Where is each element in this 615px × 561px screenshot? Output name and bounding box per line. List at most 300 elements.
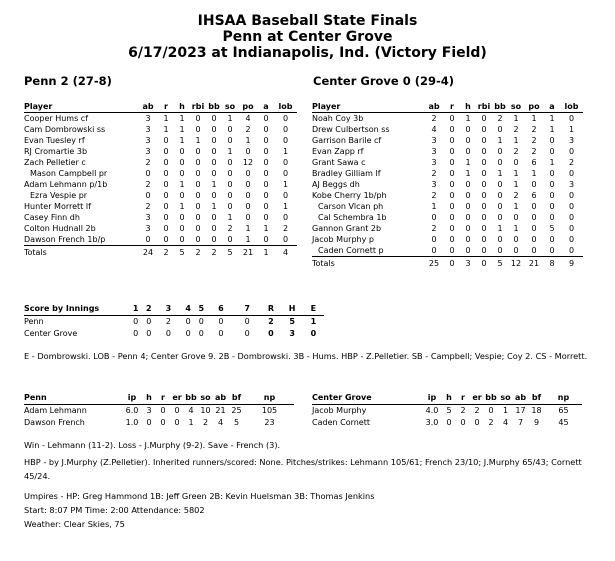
stat-cell: 0: [449, 180, 455, 189]
inning-label: 2: [142, 303, 155, 316]
inning-label: 6: [208, 303, 234, 316]
stat-cell: 0: [560, 245, 583, 257]
player-name: Noah Coy 3b: [312, 114, 364, 123]
stat-cell: 3: [431, 147, 437, 156]
totals-cell: 5: [179, 248, 185, 257]
pitching-column-header-h: h: [442, 392, 456, 405]
stat-cell: 0: [513, 158, 519, 167]
stat-cell: 0: [227, 158, 233, 167]
inning-score: 0: [146, 329, 152, 338]
totals-cell: 3: [465, 259, 471, 268]
pitching-stat-cell: 0: [460, 418, 466, 427]
stat-cell: 0: [449, 169, 455, 178]
stat-cell: 1: [465, 169, 471, 178]
stat-cell: 0: [145, 191, 151, 200]
pitching-column-header-bf: bf: [528, 392, 545, 405]
stat-cell: 6: [531, 191, 537, 200]
pitching-column-header-so: so: [198, 392, 213, 405]
stat-column-header-r: r: [158, 101, 174, 113]
stat-cell: 0: [227, 191, 233, 200]
game-date-place: 6/17/2023 at Indianapolis, Ind. (Victory Field): [128, 45, 487, 61]
stat-cell: 1: [195, 136, 201, 145]
stat-cell: 0: [568, 191, 575, 200]
pitching-stat-cell: 4: [502, 418, 509, 427]
stat-cell: 0: [549, 136, 555, 145]
pitching-team-header: Penn: [24, 392, 122, 405]
pitching-column-header-h: h: [142, 392, 156, 405]
stat-cell: 0: [227, 180, 233, 189]
totals-cell: 25: [428, 259, 440, 268]
pitching-column-header-ip: ip: [422, 392, 442, 405]
player-row: [24, 190, 297, 201]
stat-column-header-h: h: [460, 101, 476, 113]
stat-cell: 2: [282, 224, 289, 233]
stat-cell: 0: [449, 136, 455, 145]
stat-cell: 0: [465, 125, 471, 134]
stat-cell: 0: [481, 235, 487, 244]
stat-cell: 0: [206, 234, 222, 246]
player-name: Caden Cornett p: [312, 245, 424, 257]
stat-cell: 0: [424, 245, 444, 257]
rhe-value: 5: [289, 317, 295, 326]
stat-column-header-po: po: [238, 101, 258, 113]
totals-cell: 2: [163, 248, 169, 257]
pitching-column-header-ip: ip: [122, 392, 142, 405]
stat-column-header-ab: ab: [424, 101, 444, 113]
stat-cell: 1: [211, 180, 217, 189]
pitching-stat-cell: 3.0: [425, 418, 439, 427]
stat-cell: 0: [138, 234, 158, 246]
stat-cell: 1: [549, 114, 555, 123]
stat-cell: 0: [481, 147, 487, 156]
stat-cell: 5: [549, 224, 555, 233]
rhe-label: H: [282, 303, 303, 316]
stat-cell: 0: [449, 224, 455, 233]
stat-cell: 0: [195, 125, 201, 134]
stat-cell: 1: [513, 169, 519, 178]
stat-cell: 1: [282, 202, 289, 211]
stat-cell: 1: [179, 202, 185, 211]
player-row: [24, 179, 297, 190]
stat-cell: 0: [449, 158, 455, 167]
pitching-stat-cell: 3: [146, 406, 152, 415]
inning-score: 0: [244, 317, 250, 326]
stat-cell: 0: [179, 147, 185, 156]
player-row: [312, 157, 583, 168]
pitching-stat-cell: 2: [460, 406, 466, 415]
pitching-stat-cell: 23: [264, 418, 275, 427]
stat-cell: 0: [282, 125, 289, 134]
stat-cell: 0: [195, 213, 201, 222]
player-row: [312, 146, 583, 157]
pitching-stat-cell: 2: [488, 418, 494, 427]
stat-cell: 1: [549, 125, 555, 134]
player-row: [312, 201, 583, 212]
stat-cell: 1: [497, 169, 503, 178]
stat-column-header-po: po: [524, 101, 544, 113]
stat-cell: 0: [163, 158, 169, 167]
pitching-stat-cell: 1.0: [125, 418, 139, 427]
totals-cell: 24: [142, 248, 154, 257]
player-name: Mason Campbell pr: [30, 169, 108, 178]
stat-cell: 1: [282, 147, 289, 156]
totals-cell: 0: [481, 259, 487, 268]
stat-cell: 0: [211, 114, 217, 123]
stat-cell: 0: [163, 191, 169, 200]
inning-score: 0: [198, 317, 204, 326]
player-name: Adam Lehmann p/1b: [24, 180, 108, 189]
player-row: [312, 223, 583, 234]
stat-cell: 2: [431, 114, 437, 123]
stat-cell: 1: [531, 169, 537, 178]
stat-cell: 0: [227, 169, 233, 178]
player-name: Kobe Cherry 1b/ph: [312, 191, 387, 200]
stat-cell: 0: [481, 202, 487, 211]
stat-cell: 0: [465, 136, 471, 145]
stat-cell: 3: [145, 147, 151, 156]
stat-cell: 1: [179, 180, 185, 189]
stat-cell: 0: [158, 234, 174, 246]
pitching-column-header-er: er: [470, 392, 484, 405]
stat-cell: 1: [263, 224, 269, 233]
innings-row: [24, 328, 324, 340]
pitching-stat-cell: 0: [474, 418, 480, 427]
inning-score: 0: [146, 317, 152, 326]
stat-cell: 0: [179, 158, 185, 167]
totals-cell: 5: [497, 259, 503, 268]
inning-score: 0: [165, 329, 171, 338]
stat-column-header-h: h: [174, 101, 190, 113]
stat-column-header-bb: bb: [492, 101, 508, 113]
stat-cell: 0: [263, 213, 269, 222]
stat-cell: 0: [481, 191, 487, 200]
stat-cell: 2: [568, 158, 575, 167]
stat-cell: 0: [449, 125, 455, 134]
innings-row: [24, 316, 324, 329]
player-row: [312, 245, 583, 257]
stat-cell: 1: [465, 114, 471, 123]
rhe-value: 3: [289, 329, 295, 338]
stat-cell: 0: [449, 213, 455, 222]
stat-cell: 0: [481, 114, 487, 123]
stat-cell: 1: [513, 114, 519, 123]
pitching-stat-cell: 45: [558, 418, 569, 427]
player-row: [24, 157, 297, 168]
stat-cell: 0: [163, 213, 169, 222]
stat-cell: 0: [497, 125, 503, 134]
totals-cell: 12: [510, 259, 522, 268]
stat-column-header-rbi: rbi: [477, 102, 491, 111]
totals-cell: 1: [263, 248, 269, 257]
inning-score: 2: [165, 317, 171, 326]
stat-cell: 0: [481, 169, 487, 178]
stat-cell: 2: [497, 114, 503, 123]
stat-cell: 0: [179, 213, 185, 222]
player-name: Evan Tuesley rf: [24, 136, 85, 145]
inning-score: 0: [185, 329, 191, 338]
stat-cell: 0: [263, 202, 269, 211]
innings-team: Center Grove: [24, 329, 78, 338]
stat-cell: 0: [568, 213, 575, 222]
stat-cell: 0: [449, 147, 455, 156]
inning-label: 3: [155, 303, 181, 316]
stat-cell: 0: [531, 224, 537, 233]
player-name: Drew Culbertson ss: [312, 125, 390, 134]
player-name: Garrison Barile cf: [312, 136, 382, 145]
player-name: Cam Dombrowski ss: [24, 125, 106, 134]
stat-cell: 0: [211, 158, 217, 167]
stat-cell: 2: [531, 136, 537, 145]
stat-cell: 1: [238, 234, 258, 246]
stat-cell: 3: [568, 136, 575, 145]
stat-cell: 0: [282, 136, 289, 145]
pitching-column-header-np: np: [545, 392, 582, 405]
stat-cell: 3: [431, 136, 437, 145]
stat-cell: 0: [195, 180, 201, 189]
stat-cell: 0: [481, 213, 487, 222]
stat-cell: 0: [568, 235, 575, 244]
stat-cell: 3: [431, 180, 437, 189]
stat-cell: 0: [568, 202, 575, 211]
stat-cell: 0: [195, 114, 201, 123]
stat-cell: 0: [195, 191, 201, 200]
totals-row: [24, 246, 297, 261]
stat-cell: 0: [263, 125, 269, 134]
stat-cell: 0: [211, 224, 217, 233]
stat-cell: 0: [195, 224, 201, 233]
stat-cell: 0: [282, 114, 289, 123]
stat-cell: 0: [531, 213, 537, 222]
stat-cell: 0: [465, 147, 471, 156]
totals-cell: 21: [242, 248, 254, 257]
pitching-stat-cell: 4.0: [425, 406, 439, 415]
inning-label: 5: [195, 303, 208, 316]
pitching-stat-cell: 10: [200, 406, 211, 415]
stat-cell: 1: [513, 224, 519, 233]
stat-cell: 0: [163, 147, 169, 156]
pitcher-row: [24, 417, 294, 429]
stat-cell: 0: [263, 158, 269, 167]
stat-cell: 0: [481, 224, 487, 233]
stat-cell: 0: [211, 136, 217, 145]
stat-cell: 0: [211, 191, 217, 200]
player-name: Gannon Grant 2b: [312, 224, 382, 233]
home-batting-table: [312, 101, 583, 271]
player-row: [312, 124, 583, 135]
pitching-stat-cell: 0: [174, 406, 180, 415]
stat-cell: 0: [531, 235, 537, 244]
player-row: [312, 168, 583, 179]
stat-cell: 0: [497, 180, 503, 189]
stat-cell: 0: [549, 147, 555, 156]
stat-cell: 0: [568, 114, 575, 123]
game-notes-decisions: Win - Lehmann (11-2). Loss - J.Murphy (9-2). Save - French (3).: [24, 440, 281, 450]
pitching-stat-cell: 5: [233, 418, 240, 427]
pitching-stat-cell: 1: [502, 406, 509, 415]
pitching-column-header-r: r: [456, 392, 470, 405]
totals-label: Totals: [24, 248, 47, 257]
stat-cell: 0: [274, 234, 297, 246]
pitching-column-header-ab: ab: [513, 392, 528, 405]
player-name: Carson Vlcan ph: [318, 202, 384, 211]
stat-cell: 0: [497, 158, 503, 167]
player-name: Ezra Vespie pr: [30, 191, 88, 200]
player-name: Hunter Morrett lf: [24, 202, 91, 211]
pitcher-name: Dawson French: [24, 418, 85, 427]
pitching-stat-cell: 0: [174, 418, 180, 427]
inning-score: 0: [133, 317, 139, 326]
stat-cell: 0: [227, 136, 233, 145]
stat-cell: 1: [497, 224, 503, 233]
stat-cell: 0: [497, 235, 503, 244]
stat-cell: 0: [245, 213, 251, 222]
innings-heading: Score by Innings: [24, 303, 129, 316]
stat-cell: 1: [549, 158, 555, 167]
away-pitching-table: [24, 392, 294, 429]
player-row: [312, 179, 583, 190]
stat-cell: 2: [513, 191, 519, 200]
stat-cell: 1: [227, 114, 233, 123]
pitching-team-header: Center Grove: [312, 392, 422, 405]
pitcher-name: Caden Cornett: [312, 418, 370, 427]
inning-score: 0: [218, 329, 224, 338]
stat-cell: 0: [211, 169, 217, 178]
pitching-column-header-bb: bb: [484, 392, 498, 405]
stat-cell: 3: [145, 213, 151, 222]
stat-cell: 1: [513, 136, 519, 145]
pitching-stat-cell: 0: [146, 418, 152, 427]
stat-cell: 0: [549, 235, 555, 244]
stat-cell: 0: [524, 245, 544, 257]
home-team-header: Center Grove 0 (29-4): [313, 74, 455, 88]
pitcher-name: Jacob Murphy: [312, 406, 367, 415]
pitcher-row: [312, 417, 582, 429]
player-name: Cooper Hums cf: [24, 114, 89, 123]
stat-cell: 3: [145, 114, 151, 123]
game-notes-pitching: HBP - by J.Murphy (Z.Pelletier). Inherited runners/scored: None. Pitches/strikes: Lehmann 105/61; French 23/10; J.Murphy 65/43; Cornett 45/24.: [24, 457, 582, 481]
stat-cell: 0: [163, 169, 169, 178]
stat-column-header-rbi: rbi: [191, 102, 205, 111]
pitching-column-header-bb: bb: [184, 392, 198, 405]
inning-score: 0: [198, 329, 204, 338]
stat-cell: 1: [163, 125, 169, 134]
stat-cell: 0: [531, 180, 537, 189]
stat-cell: 0: [245, 202, 251, 211]
pitching-column-header-r: r: [156, 392, 170, 405]
stat-cell: 2: [145, 180, 151, 189]
pitcher-name: Adam Lehmann: [24, 406, 87, 415]
player-row: [24, 146, 297, 157]
stat-column-header-so: so: [222, 101, 238, 113]
stat-cell: 0: [497, 147, 503, 156]
stat-cell: 1: [431, 202, 437, 211]
home-pitching-table: [312, 392, 582, 429]
stat-cell: 3: [145, 224, 151, 233]
player-row: [24, 113, 297, 125]
player-row: [24, 234, 297, 246]
pitching-stat-cell: 17: [515, 406, 526, 415]
stat-cell: 0: [263, 169, 269, 178]
stat-cell: 1: [513, 180, 519, 189]
stat-cell: 0: [222, 234, 238, 246]
totals-cell: 2: [195, 248, 201, 257]
stat-cell: 0: [465, 202, 471, 211]
stat-cell: 3: [145, 136, 151, 145]
stat-cell: 2: [431, 224, 437, 233]
stat-cell: 0: [258, 234, 274, 246]
pitching-stat-cell: 0: [488, 406, 494, 415]
stat-cell: 0: [263, 180, 269, 189]
totals-cell: 0: [449, 259, 455, 268]
stat-cell: 1: [531, 114, 537, 123]
score-by-innings-table: [24, 303, 324, 340]
pitching-stat-cell: 0: [446, 418, 452, 427]
stat-cell: 0: [431, 235, 437, 244]
stat-cell: 0: [263, 114, 269, 123]
batting-header-row: [24, 101, 297, 113]
stat-cell: 2: [145, 158, 151, 167]
stat-cell: 0: [549, 191, 555, 200]
pitching-stat-cell: 1: [188, 418, 194, 427]
stat-cell: 0: [449, 191, 455, 200]
totals-row: [312, 257, 583, 272]
stat-cell: 0: [497, 191, 503, 200]
inning-score: 0: [133, 329, 139, 338]
stat-cell: 0: [211, 125, 217, 134]
stat-cell: 1: [163, 114, 169, 123]
stat-cell: 0: [431, 213, 437, 222]
stat-cell: 2: [431, 169, 437, 178]
player-name: Grant Sawa c: [312, 158, 366, 167]
player-name: Colton Hudnall 2b: [24, 224, 96, 233]
inning-score: 0: [244, 329, 250, 338]
stat-cell: 0: [481, 180, 487, 189]
inning-label: 4: [182, 303, 195, 316]
stat-cell: 1: [245, 224, 251, 233]
stat-cell: 2: [431, 191, 437, 200]
stat-cell: 3: [568, 180, 575, 189]
inning-score: 0: [218, 317, 224, 326]
stat-cell: 0: [163, 180, 169, 189]
stat-cell: 0: [163, 224, 169, 233]
stat-cell: 3: [145, 125, 151, 134]
pitching-stat-cell: 65: [558, 406, 569, 415]
stat-cell: 0: [179, 224, 185, 233]
stat-column-header-so: so: [508, 101, 524, 113]
pitching-stat-cell: 4: [217, 418, 224, 427]
player-row: [24, 212, 297, 223]
stat-cell: 0: [568, 169, 575, 178]
player-row: [24, 135, 297, 146]
stat-cell: 0: [476, 245, 492, 257]
stat-cell: 0: [465, 191, 471, 200]
weather-line: Weather: Clear Skies, 75: [24, 519, 125, 529]
stat-cell: 2: [513, 125, 519, 134]
player-row: [24, 223, 297, 234]
stat-cell: 0: [282, 158, 289, 167]
stat-cell: 0: [549, 202, 555, 211]
stat-cell: 12: [242, 158, 254, 167]
stat-cell: 0: [145, 169, 151, 178]
stat-cell: 0: [449, 202, 455, 211]
stat-cell: 0: [531, 202, 537, 211]
stat-cell: 0: [549, 169, 555, 178]
stat-cell: 2: [145, 202, 151, 211]
stat-cell: 1: [568, 125, 575, 134]
start-time-line: Start: 8:07 PM Time: 2:00 Attendance: 5802: [24, 505, 205, 515]
stat-cell: 0: [245, 169, 251, 178]
stat-cell: 1: [282, 180, 289, 189]
